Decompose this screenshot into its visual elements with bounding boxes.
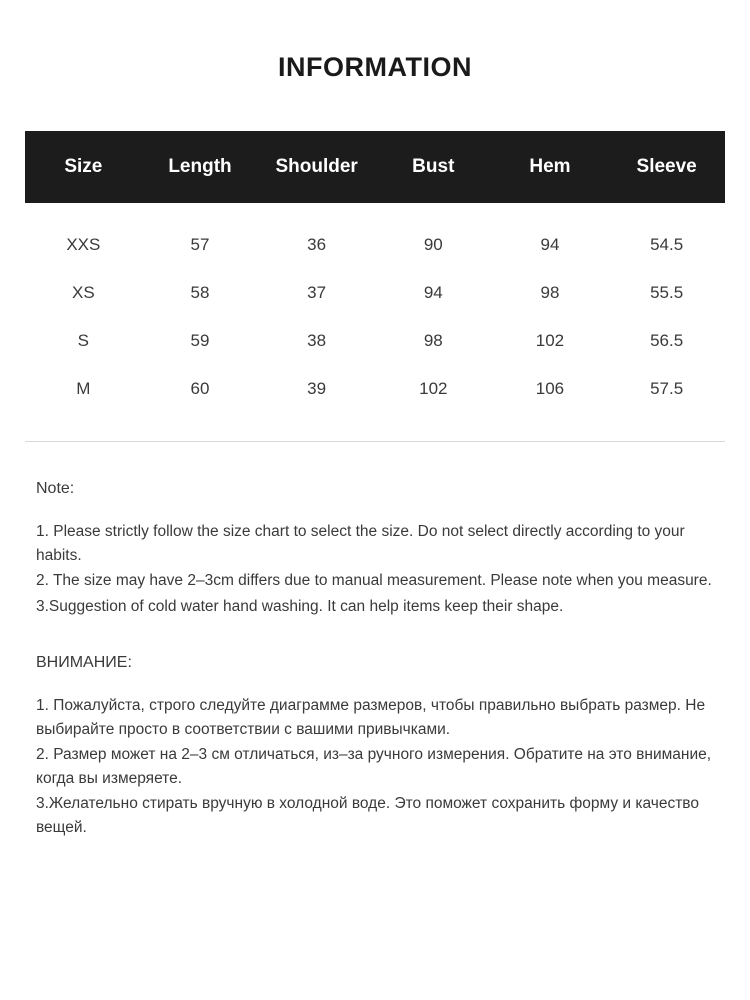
cell-hem: 94 [540,235,560,254]
notes-en-heading: Note: [36,480,75,497]
notes-ru-line-1: 1. Пожалуйста, строго следуйте диаграмме размеров, чтобы правильно выбрать размер. Не выбирайте просто в соответствии с вашими привычками. [36,697,706,738]
cell-hem: 102 [535,331,565,350]
notes-ru-line-2: 2. Размер может на 2–3 см отличаться, из–за ручного измерения. Обратите на это внимание, когда вы измеряете. [36,746,712,787]
cell-shoulder: 37 [307,283,327,302]
column-header-sleeve: Sleeve [636,156,697,177]
cell-shoulder: 39 [307,379,327,398]
cell-hem: 98 [540,283,560,302]
cell-sleeve: 54.5 [650,235,684,254]
cell-size: XXS [66,235,101,254]
column-header-shoulder: Shoulder [275,156,358,177]
cell-bust: 98 [423,331,443,350]
table-row [25,269,725,317]
column-header-length: Length [168,156,232,177]
cell-length: 58 [190,283,210,302]
table-row [25,365,725,413]
cell-bust: 90 [423,235,443,254]
notes-spacer [36,620,714,654]
cell-shoulder: 38 [307,331,327,350]
cell-shoulder: 36 [307,235,327,254]
cell-hem: 106 [535,379,565,398]
notes-en-line-1: 1. Please strictly follow the size chart to select the size. Do not select directly according to your habits. [36,523,685,564]
notes-en-line-2: 2. The size may have 2–3cm differs due to manual measurement. Please note when you measure. [36,572,712,590]
cell-size: M [76,379,91,398]
column-header-size: Size [64,156,103,177]
table-header [25,131,725,203]
cell-size: S [77,331,89,350]
cell-sleeve: 57.5 [650,379,684,398]
table-row [25,203,725,269]
table-header-row [25,131,725,203]
size-chart-container [25,83,725,413]
notes-ru-heading: ВНИМАНИЕ: [36,654,132,672]
cell-length: 59 [190,331,210,350]
cell-sleeve: 55.5 [650,283,684,302]
cell-bust: 94 [423,283,443,302]
cell-size: XS [71,283,95,302]
cell-length: 60 [190,379,210,398]
cell-sleeve: 56.5 [650,331,684,350]
notes-ru-line-3: 3.Желательно стирать вручную в холодной воде. Это поможет сохранить форму и качество вещей. [36,795,699,836]
page-title: INFORMATION [278,52,472,82]
table-body [25,203,725,413]
column-header-hem: Hem [529,156,571,177]
column-header-bust: Bust [412,156,455,177]
notes-en-line-3: 3.Suggestion of cold water hand washing. It can help items keep their shape. [36,597,564,615]
table-row [25,317,725,365]
cell-length: 57 [190,235,210,254]
notes-section [36,442,714,839]
size-chart-table [25,131,725,413]
cell-bust: 102 [419,379,448,398]
